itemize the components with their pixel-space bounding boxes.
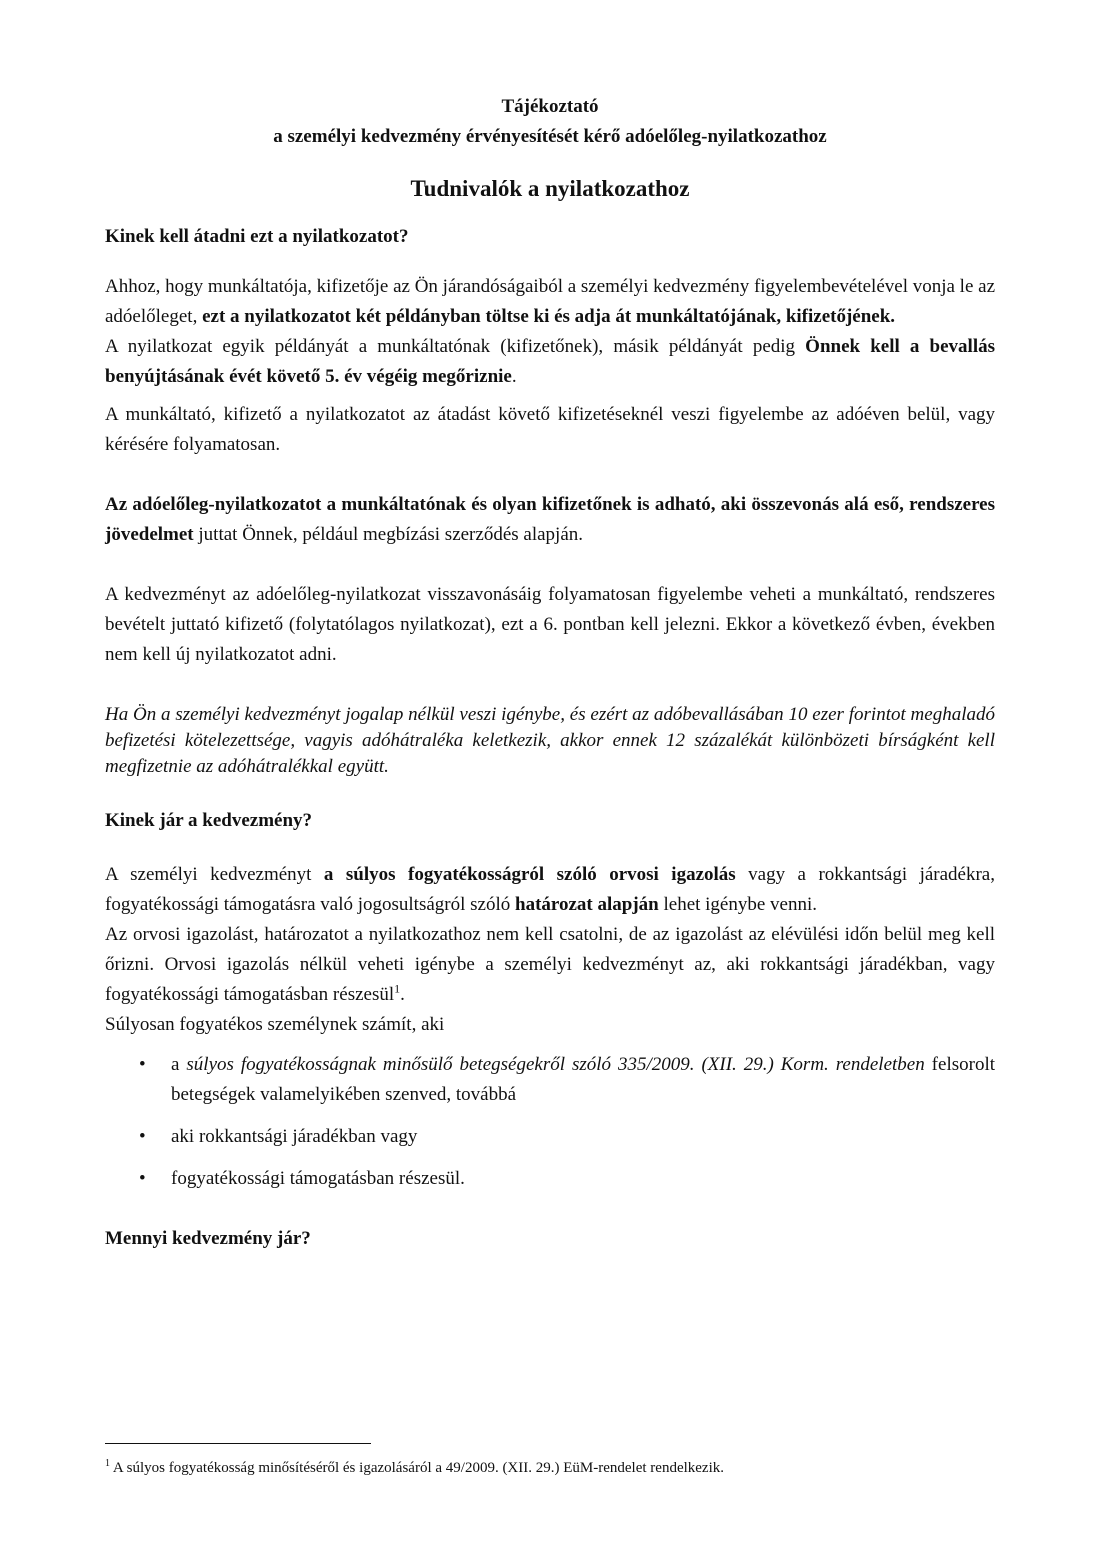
footnote-mark: 1 (105, 1458, 110, 1469)
paragraph-definition: Súlyosan fogyatékos személynek számít, aki (105, 1014, 445, 1035)
doc-header-line1: Tájékoztató (501, 96, 599, 117)
doc-title: Tudnivalók a nyilatkozathoz (410, 176, 690, 201)
bullet-list (105, 1050, 995, 1194)
paragraph-employer: A munkáltató, kifizető a nyilatkozatot az átadást követő kifizetéseknél veszi figyelembe az adóéven belül, vagy kérésére folyamatosan. (105, 404, 995, 455)
paragraph-submission (105, 272, 995, 332)
text-run: A nyilatkozat egyik példányát a munkáltatónak (kifizetőnek), másik példányát pedig (105, 336, 806, 357)
bullet-icon: • (139, 1126, 146, 1147)
list-item (105, 1050, 995, 1110)
footnote-text: A súlyos fogyatékosság minősítéséről és igazolásáról a 49/2009. (XII. 29.) EüM-rendelet rendelkezik. (110, 1460, 725, 1476)
text-run: a (171, 1054, 187, 1075)
paragraph-copies (105, 332, 995, 392)
text-run: juttat Önnek, például megbízási szerződés alapján. (193, 524, 584, 545)
text-run: lehet igénybe venni. (658, 894, 818, 915)
text-run: fogyatékossági támogatásban részesül. (171, 1168, 465, 1189)
section-heading-recipient: Kinek kell átadni ezt a nyilatkozatot? (105, 226, 409, 247)
text-run-bold: a súlyos fogyatékosságról szóló orvosi igazolás (323, 864, 736, 885)
text-run: aki rokkantsági járadékban vagy (171, 1126, 418, 1147)
paragraph-attachment (105, 920, 995, 1010)
text-run-bold: határozat alapján (515, 894, 659, 915)
text-run-italic: súlyos fogyatékosságnak minősülő betegségekről szóló 335/2009. (XII. 29.) Korm. rendeletben (186, 1054, 925, 1075)
text-run-bold: Önnek kell a bevallás benyújtásának évét követő 5. év végéig megőriznie (105, 336, 995, 387)
bullet-icon: • (139, 1168, 146, 1189)
document-page (105, 92, 995, 1254)
text-run: A személyi kedvezményt (105, 864, 324, 885)
doc-header-line2: a személyi kedvezmény érvényesítését kérő adóelőleg-nyilatkozathoz (273, 126, 827, 147)
paragraph-penalty: Ha Ön a személyi kedvezményt jogalap nélkül veszi igénybe, és ezért az adóbevallásában 10 ezer forintot meghaladó befizetési kötelezettsége, vagyis adóhátraléka keletkezik, akkor ennek 12 százalékát különbözeti bírságként kell megfizetnie az adóhátralékkal együtt. (105, 704, 995, 777)
footnote-ref: 1 (394, 981, 401, 996)
bullet-icon: • (139, 1054, 146, 1075)
text-run-bold: ezt a nyilatkozatot két példányban töltse ki és adja át munkáltatójának, kifizetőjének. (202, 306, 896, 327)
paragraph-continuous: A kedvezményt az adóelőleg-nyilatkozat visszavonásáig folyamatosan figyelembe veheti a munkáltató, rendszeres bevételt juttató kifizető (folytatólagos nyilatkozat), ezt a 6. pontban kell jelezni. Ekkor a következő évben, években nem kell új nyilatkozatot adni. (105, 584, 995, 665)
section-heading-amount: Mennyi kedvezmény jár? (105, 1228, 311, 1249)
text-run: felsorolt betegségek valamelyikében szenved, továbbá (171, 1054, 996, 1105)
list-item (105, 1122, 995, 1152)
text-run: . (400, 984, 405, 1005)
paragraph-certificate (105, 860, 995, 920)
list-item (105, 1164, 995, 1194)
text-run: vagy a rokkantsági járadékra, fogyatékossági támogatásra való jogosultságról szóló (105, 864, 995, 915)
paragraph-payer (105, 490, 995, 550)
text-run: Az orvosi igazolást, határozatot a nyilatkozathoz nem kell csatolni, de az igazolást az elévülési időn belül meg kell őrizni. Orvosi igazolás nélkül veheti igénybe a személyi kedvezményt az, aki rokkantsági járadékban, vagy fogyatékossági támogatásban részesül (105, 924, 995, 1005)
section-heading-eligibility: Kinek jár a kedvezmény? (105, 810, 313, 831)
footnote (105, 1458, 995, 1478)
footnote-divider (105, 1443, 371, 1444)
text-run: Ahhoz, hogy munkáltatója, kifizetője az Ön járandóságaiból a személyi kedvezmény figyelembevételével vonja le az adóelőleget, (105, 276, 996, 327)
text-run-bold: Az adóelőleg-nyilatkozatot a munkáltatónak és olyan kifizetőnek is adható, aki összevonás alá eső, rendszeres jövedelmet (105, 494, 995, 545)
text-run: . (511, 366, 517, 387)
